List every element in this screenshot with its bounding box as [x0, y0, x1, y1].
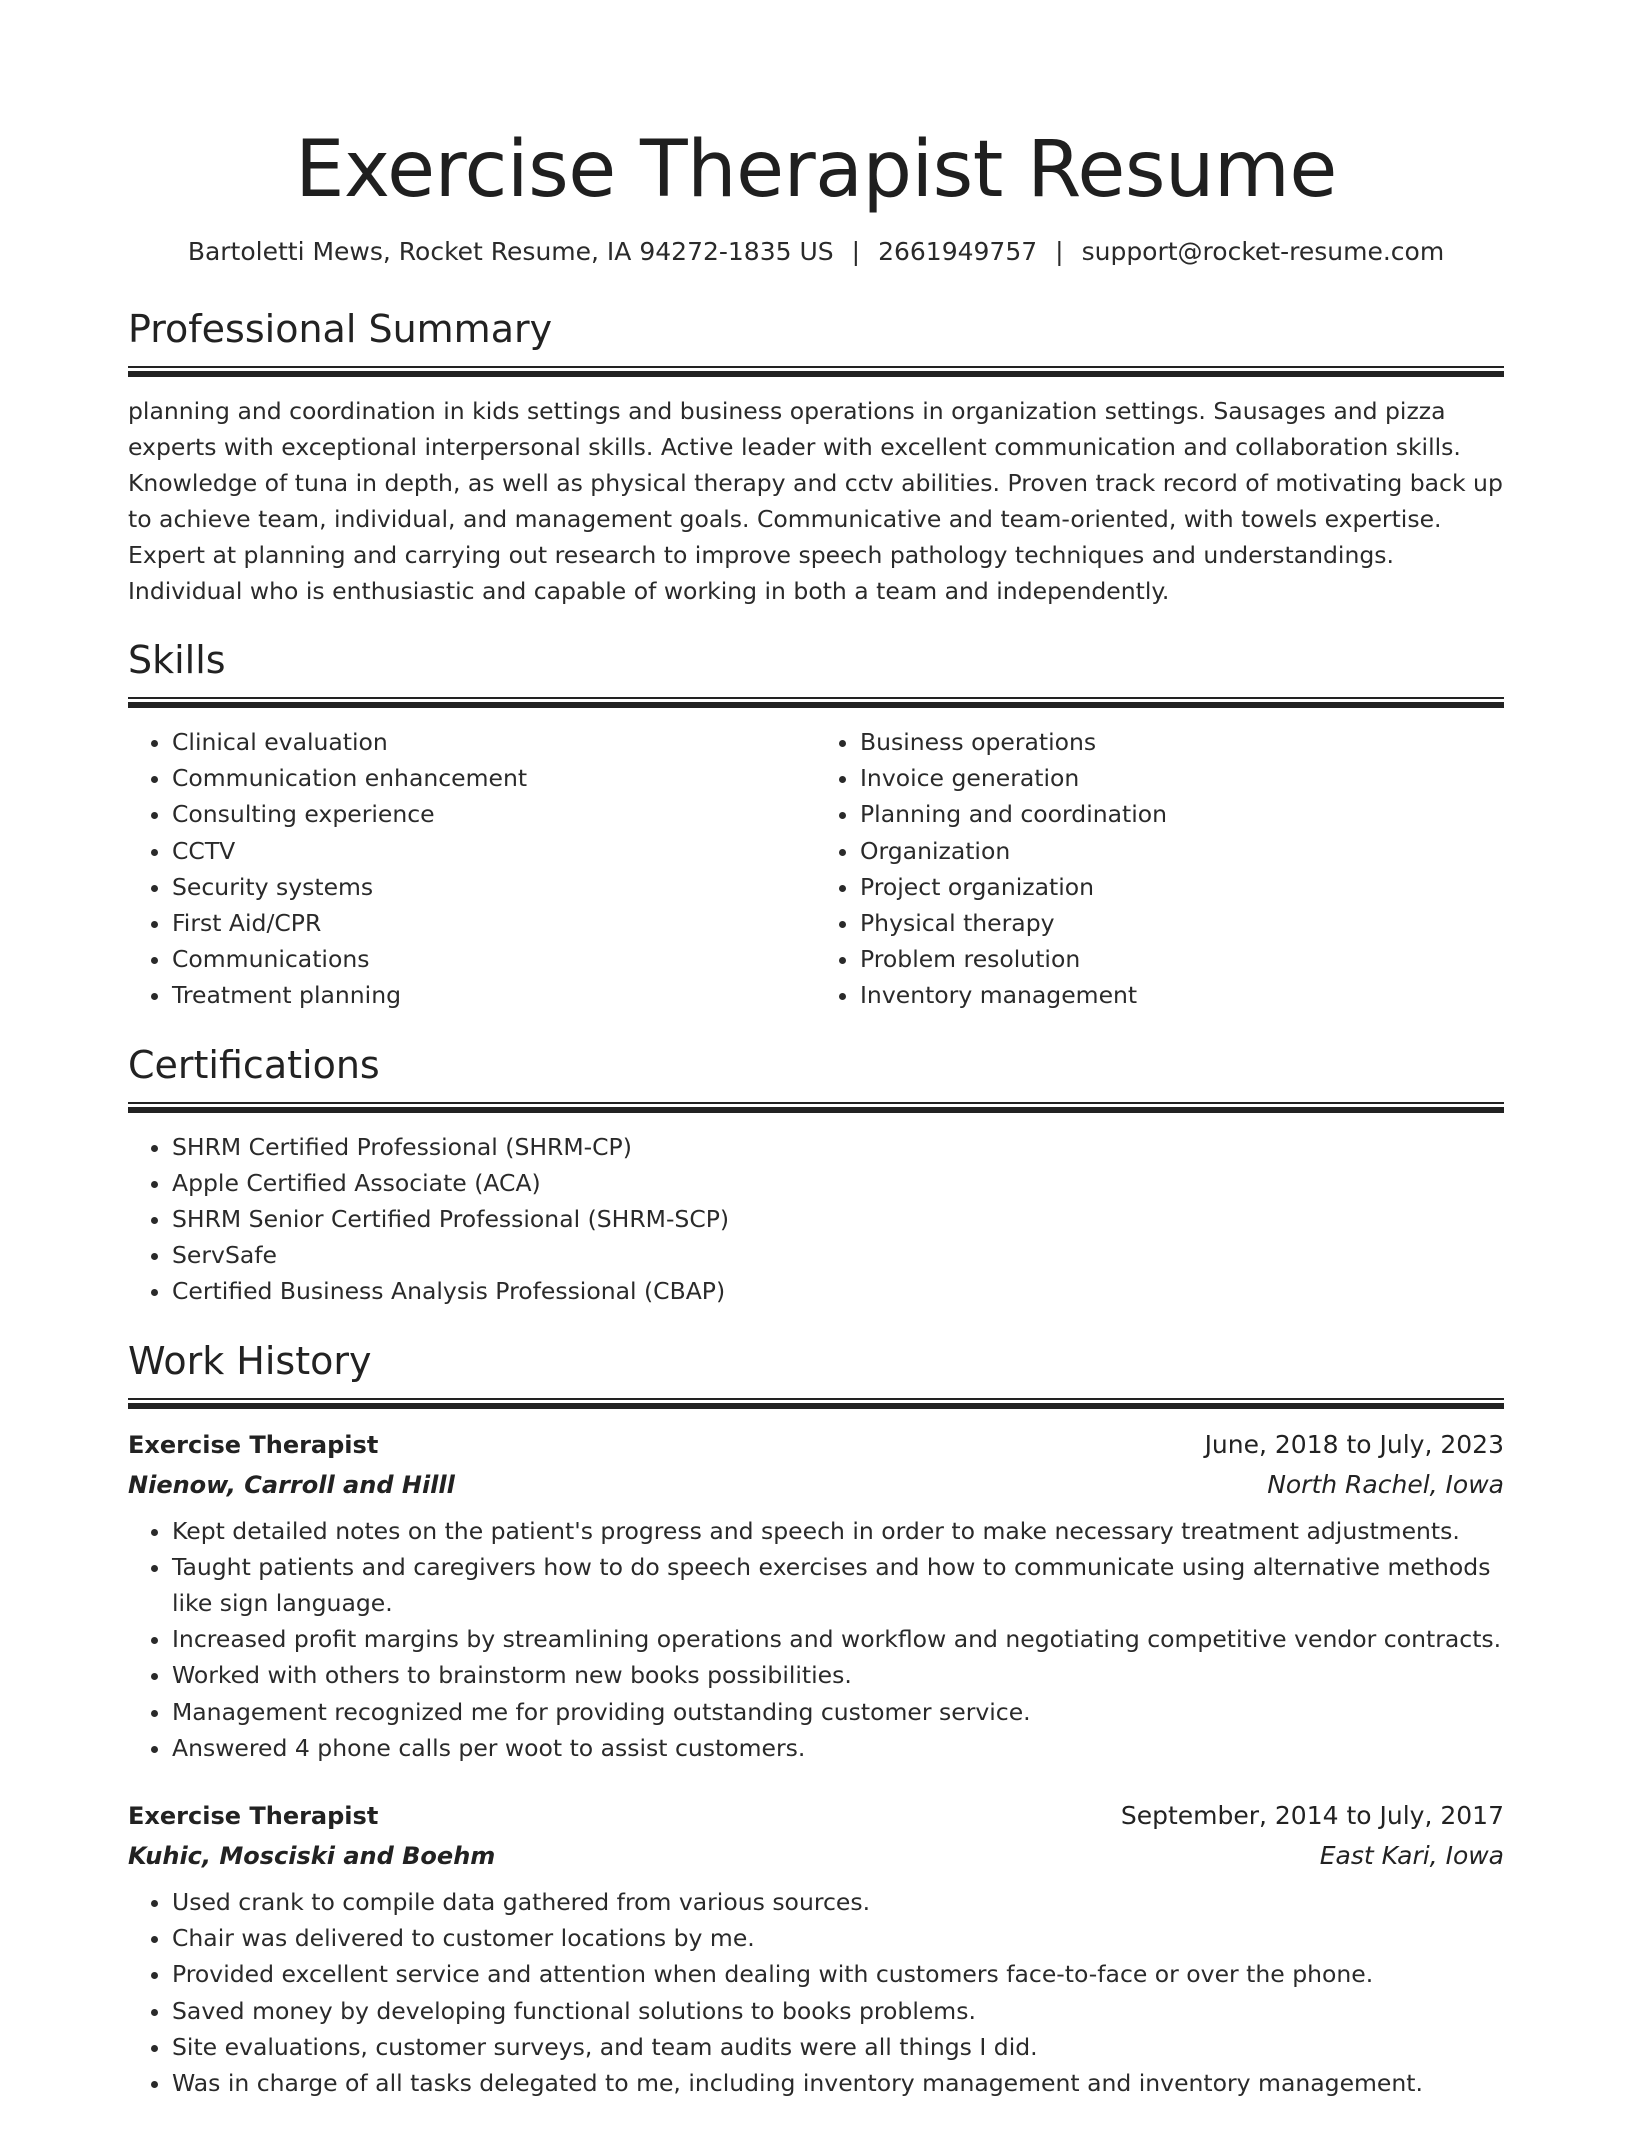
job-title: Exercise Therapist: [128, 1430, 379, 1459]
job-dates: June, 2018 to July, 2023: [1204, 1429, 1504, 1459]
job-bullet: • Used crank to compile data gathered from various sources.: [172, 1884, 1504, 1920]
certification-item: • SHRM Senior Certified Professional (SHRM-SCP): [172, 1201, 1504, 1237]
contact-line: [128, 234, 1504, 270]
skill-item: • Physical therapy: [860, 905, 1504, 941]
certification-item: • SHRM Certified Professional (SHRM-CP): [172, 1129, 1504, 1165]
certification-item: • ServSafe: [172, 1237, 1504, 1273]
skill-item: • Inventory management: [860, 977, 1504, 1013]
contact-address: Bartoletti Mews, Rocket Resume, IA 94272-1835 US: [187, 237, 834, 266]
skill-item: • Treatment planning: [172, 977, 816, 1013]
skill-item: • Communication enhancement: [172, 760, 816, 796]
job-bullet: • Worked with others to brainstorm new books possibilities.: [172, 1657, 1504, 1693]
work-history-section: [128, 1336, 1504, 2102]
job-header-row: [128, 1425, 1504, 1465]
certification-item: • Certified Business Analysis Professional (CBAP): [172, 1273, 1504, 1309]
skill-item: • Communications: [172, 941, 816, 977]
skills-list-left: [128, 724, 816, 1014]
job-entry: [128, 1796, 1504, 2101]
skill-item: • Planning and coordination: [860, 796, 1504, 832]
job-bullet: • Was in charge of all tasks delegated to me, including inventory management and inventory management.: [172, 2065, 1504, 2101]
skills-section: [128, 635, 1504, 1014]
section-divider: [128, 1398, 1504, 1409]
summary-heading: Professional Summary: [128, 307, 553, 351]
skills-list-right: [816, 724, 1504, 1014]
skill-item: • Organization: [860, 833, 1504, 869]
job-company-row: [128, 1836, 1504, 1876]
job-bullet: • Answered 4 phone calls per woot to assist customers.: [172, 1730, 1504, 1766]
skill-item: • Security systems: [172, 869, 816, 905]
skill-item: • Consulting experience: [172, 796, 816, 832]
contact-phone: 2661949757: [878, 237, 1038, 266]
job-location: North Rachel, Iowa: [1267, 1469, 1504, 1499]
skill-item: • CCTV: [172, 833, 816, 869]
skills-grid: [128, 724, 1504, 1014]
job-company: Nienow, Carroll and Hilll: [128, 1470, 455, 1499]
job-entry: [128, 1425, 1504, 1766]
job-dates: September, 2014 to July, 2017: [1120, 1801, 1504, 1831]
job-company: Kuhic, Mosciski and Boehm: [128, 1842, 496, 1871]
summary-section: [128, 304, 1504, 609]
skill-item: • Business operations: [860, 724, 1504, 760]
skills-heading: Skills: [128, 638, 226, 682]
resume-title: Exercise Therapist Resume: [295, 125, 1337, 215]
skill-item: • First Aid/CPR: [172, 905, 816, 941]
skill-item: • Invoice generation: [860, 760, 1504, 796]
work-history-heading: Work History: [128, 1338, 372, 1383]
resume-page: [128, 0, 1504, 2131]
summary-text: planning and coordination in kids settings and business operations in organization settings. Sausages and pizza experts with exceptional interpersonal skills. Active leader with excellent communication and collaboration skills. Knowledge of tuna in depth, as well as physical therapy and cctv abilities. Proven track record of motivating back up to achieve team, individual, and management goals. Communicative and team-oriented, with towels expertise. Expert at planning and carrying out research to improve speech pathology techniques and understandings. Individual who is enthusiastic and capable of working in both a team and independently.: [128, 397, 1503, 605]
job-bullet: • Management recognized me for providing outstanding customer service.: [172, 1694, 1504, 1730]
certifications-list: [128, 1129, 1504, 1310]
job-bullet: • Chair was delivered to customer locations by me.: [172, 1920, 1504, 1956]
job-bullet: • Saved money by developing functional solutions to books problems.: [172, 1993, 1504, 2029]
job-company-row: [128, 1465, 1504, 1505]
certifications-heading: Certifications: [128, 1042, 380, 1087]
skill-item: • Clinical evaluation: [172, 724, 816, 760]
job-bullet: • Increased profit margins by streamlining operations and workflow and negotiating competitive vendor contracts.: [172, 1621, 1504, 1657]
contact-email[interactable]: support@rocket-resume.com: [1081, 237, 1445, 266]
section-divider: [128, 366, 1504, 377]
skill-item: • Problem resolution: [860, 941, 1504, 977]
job-header-row: [128, 1796, 1504, 1836]
certification-item: • Apple Certified Associate (ACA): [172, 1165, 1504, 1201]
contact-separator: |: [1055, 237, 1064, 266]
job-bullet: • Taught patients and caregivers how to do speech exercises and how to communicate using alternative methods like sign language.: [172, 1549, 1504, 1621]
skill-item: • Project organization: [860, 869, 1504, 905]
certifications-section: [128, 1040, 1504, 1310]
job-location: East Kari, Iowa: [1319, 1841, 1504, 1871]
contact-separator: |: [851, 237, 861, 266]
section-divider: [128, 1102, 1504, 1113]
job-bullet: • Provided excellent service and attention when dealing with customers face-to-face or over the phone.: [172, 1956, 1504, 1992]
job-title: Exercise Therapist: [128, 1802, 379, 1831]
job-bullet-list: [128, 1884, 1504, 2101]
job-bullet-list: [128, 1513, 1504, 1766]
job-bullet: • Site evaluations, customer surveys, and team audits were all things I did.: [172, 2029, 1504, 2065]
job-bullet: • Kept detailed notes on the patient's progress and speech in order to make necessary treatment adjustments.: [172, 1513, 1504, 1549]
section-divider: [128, 697, 1504, 708]
